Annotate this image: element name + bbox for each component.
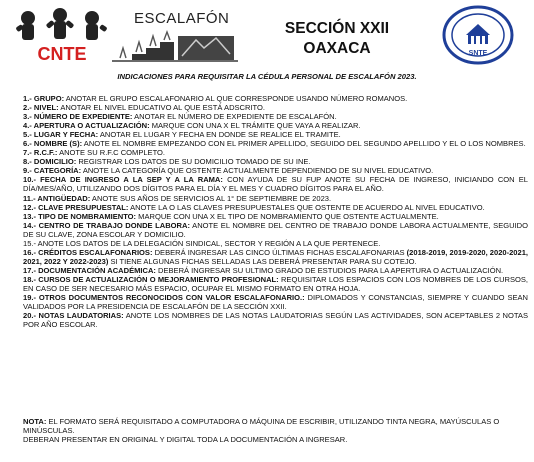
seccion-line-1: SECCIÓN XXII bbox=[284, 20, 390, 37]
seal-text: SNTE bbox=[468, 50, 488, 57]
note-line-1: NOTA: EL FORMATO SERÁ REQUISITADO A COMPUTADORA O MÁQUINA DE ESCRIBIR, UTILIZANDO TINTA NEGRA, MAYÚSCULAS O MINÚSCULAS. bbox=[23, 417, 500, 436]
instruction-item: 4.- APERTURA O ACTUALIZACIÓN: MARQUE CON UNA X EL TRÁMITE QUE VAYA A REALIZAR. bbox=[23, 121, 361, 131]
cnte-logo-text: CNTE bbox=[37, 44, 87, 64]
escalafon-graphic bbox=[112, 30, 238, 62]
instruction-item: 12.- CLAVE PRESUPUESTAL: ANOTE LA O LAS CLAVES PRESUPUESTALES QUE OSTENTE DE ACUERDO AL NIVEL EDUCATIVO. bbox=[23, 202, 485, 212]
instructions-list bbox=[23, 94, 528, 329]
instruction-item: 1.- GRUPO: ANOTAR EL GRUPO ESCALAFONARIO AL QUE CORRESPONDE USANDO NÚMERO ROMANOS. bbox=[23, 94, 408, 103]
instruction-item: 7.- R.C.F.: ANOTE SU R.F.C COMPLETO. bbox=[23, 148, 166, 158]
instruction-item: 6.- NOMBRE (S): ANOTE EL NOMBRE EMPEZANDO CON EL PRIMER APELLIDO, SEGUIDO DEL SEGUNDO APELLIDO Y EL O LOS NOMBRES. bbox=[23, 139, 526, 149]
instruction-item: 11.- ANTIGÜEDAD: ANOTE SUS AÑOS DE SERVICIOS AL 1° DE SEPTIEMBRE DE 2023. bbox=[23, 193, 332, 203]
instruction-item: 3.- NÚMERO DE EXPEDIENTE: ANOTAR EL NÚMERO DE EXPEDIENTE DE ESCALAFÓN. bbox=[23, 112, 337, 122]
instruction-item: 2.- NIVEL: ANOTAR EL NIVEL EDUCATIVO AL QUE ESTÁ ADSCRITO. bbox=[23, 103, 265, 113]
instruction-item: 15.- ANOTE LOS DATOS DE LA DELEGACIÓN SINDICAL, SECTOR Y REGIÓN A LA QUE PERTENECE. bbox=[23, 238, 381, 248]
instruction-item: 16.- CRÉDITOS ESCALAFONARIOS: DEBERÁ INGRESAR LAS CINCO ÚLTIMAS FICHAS ESCALAFONARIAS (2018-2019, 2019-2020, 2020-2021, 2021, 2022 Y 2022-2023) SI TIENE ALGUNAS FICHAS SELLADAS LAS DEBERÁ PRESENTAR PARA SU COTEJO. bbox=[23, 247, 528, 266]
instruction-item: 17.- DOCUMENTACIÓN ACADÉMICA: DEBERÁ INGRESAR SU ULTIMO GRADO DE ESTUDIOS PARA LA APERTURA O ACTUALIZACIÓN. bbox=[23, 265, 504, 275]
instruction-item: 9.- CATEGORÍA: ANOTE LA CATEGORÍA QUE OSTENTE ACTUALMENTE DEPENDIENDO DE SU NIVEL EDUCATIVO. bbox=[23, 166, 434, 176]
snte-seal bbox=[442, 5, 514, 65]
seccion-heading bbox=[266, 19, 408, 59]
escalafon-title: ESCALAFÓN bbox=[134, 10, 230, 27]
cnte-logo bbox=[16, 6, 108, 66]
note-line-2: DEBERAN PRESENTAR EN ORIGINAL Y DIGITAL TODA LA DOCUMENTACIÓN A INGRESAR. bbox=[23, 435, 348, 445]
instruction-item: 8.- DOMICILIO: REGISTRAR LOS DATOS DE SU DOMICILIO TOMADO DE SU INE. bbox=[23, 157, 311, 167]
document-subtitle: INDICACIONES PARA REQUISITAR LA CÉDULA PERSONAL DE ESCALAFÓN 2023. bbox=[117, 72, 417, 81]
document-header bbox=[0, 0, 534, 70]
instruction-item: 10.- FECHA DE INGRESO A LA SEP Y A LA RAMA: CON AYUDA DE SU FUP ANOTE SU FECHA DE INGRESO, INICIANDO CON EL DÍA/MES/AÑO, UTILIZANDO DOS DÍGITOS PARA EL DÍA Y EL MES Y CUADRO DÍGITOS PARA EL AÑO. bbox=[23, 175, 528, 194]
instruction-item: 14.- CENTRO DE TRABAJO DONDE LABORA: ANOTE EL NOMBRE DEL CENTRO DE TRABAJO DONDE LABORA ACTUALMENTE, SEGUIDO DE SU CLAVE, ZONA ESCOLAR Y DOMICILIO. bbox=[23, 220, 528, 239]
instruction-item: 19.- OTROS DOCUMENTOS RECONOCIDOS CON VALOR ESCALAFONARIO.: DIPLOMADOS Y CONSTANCIAS, SIEMPRE Y CUANDO SEAN VALIDADOS POR LA PRESIDENCIA DE ESCALAFÓN DE LA SECCIÓN XXII. bbox=[23, 293, 528, 312]
instruction-item: 18.- CURSOS DE ACTUALIZACIÓN O MEJORAMIENTO PROFESIONAL: REQUISITAR LOS ESPACIOS CON LOS NOMBRES DE LOS CURSOS, EN CASO DE SER NECESARIO MÁS ESPACIO, OCUPAR EL MISMO FORMATO EN OTRA HOJA. bbox=[23, 274, 529, 293]
instruction-item: 20.- NOTAS LAUDATORIAS: ANOTE LOS NOMBRES DE LAS NOTAS LAUDATORIAS SEGÚN LAS ACTIVIDADES, SON ACEPTABLES 2 NOTAS POR AÑO ESCOLAR. bbox=[23, 311, 528, 330]
instruction-item: 5.- LUGAR Y FECHA: ANOTAR EL LUGAR Y FECHA EN DONDE SE REALICE EL TRAMITE. bbox=[23, 130, 341, 140]
instruction-item: 13.- TIPO DE NOMBRAMIENTO: MARQUE CON UNA X EL TIPO DE NOMBRAMIENTO QUE OSTENTE ACTUALMENTE. bbox=[23, 211, 439, 221]
seccion-line-2: OAXACA bbox=[303, 40, 371, 57]
document-note bbox=[23, 417, 528, 444]
